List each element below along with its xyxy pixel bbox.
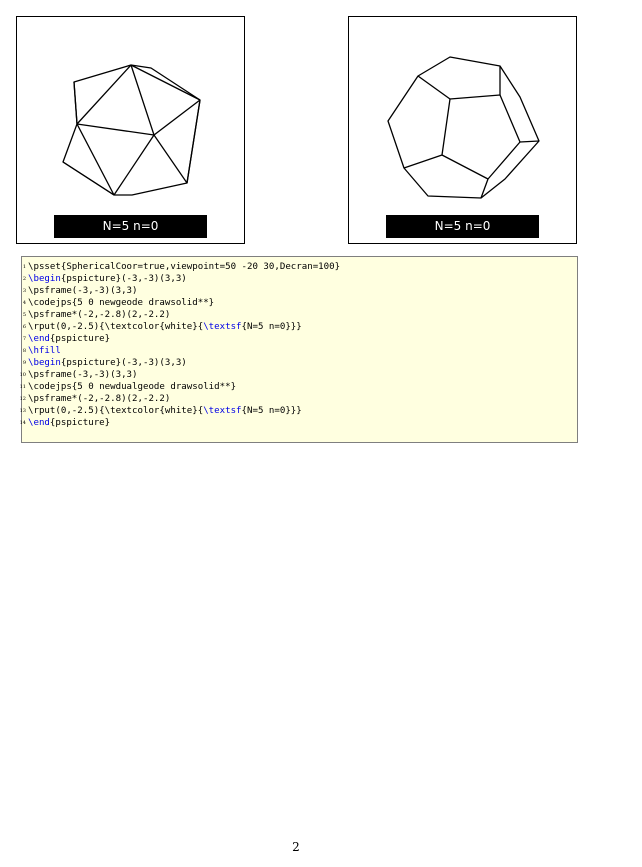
code-text: \psset{SphericalCoor=true,viewpoint=50 -20 30,Decran=100} [28, 262, 341, 272]
code-keyword: \hfill [28, 346, 61, 356]
code-keyword: \begin [28, 274, 61, 284]
edge [404, 155, 442, 168]
edge [63, 162, 114, 195]
line-number: 9 [22, 360, 26, 366]
edge [77, 65, 131, 124]
code-line [19, 393, 577, 405]
code-line [22, 273, 577, 285]
code-keyword: \end [28, 418, 50, 428]
edge [74, 82, 77, 124]
code-line [22, 285, 577, 297]
line-number: 2 [22, 276, 26, 282]
line-number: 6 [22, 324, 26, 330]
dualgeode-drawing [349, 17, 578, 245]
line-number: 1 [22, 264, 26, 270]
line-number: 13 [19, 408, 26, 414]
outline [388, 57, 539, 198]
code-line [22, 261, 577, 273]
code-text: \psframe*(-2,-2.8)(2,-2.2) [28, 394, 171, 404]
line-number: 3 [22, 288, 26, 294]
figure-frame-left [16, 16, 245, 244]
code-listing [21, 256, 578, 443]
code-line [22, 321, 577, 333]
edge [77, 124, 114, 195]
line-number: 14 [19, 420, 26, 426]
code-text: {pspicture} [49, 418, 111, 428]
edge [187, 100, 200, 183]
code-line [19, 369, 577, 381]
edge [114, 135, 154, 195]
line-number: 7 [22, 336, 26, 342]
code-text: \rput(0,-2.5){\textcolor{white}{ [28, 406, 204, 416]
code-text: \codejps{5 0 newgeode drawsolid**} [28, 298, 215, 308]
line-number: 8 [22, 348, 26, 354]
code-text: {pspicture} [49, 334, 111, 344]
code-line [22, 297, 577, 309]
code-keyword: \end [28, 334, 50, 344]
page-number: 2 [292, 840, 300, 854]
figure-label-left: N=5 n=0 [54, 215, 207, 238]
code-line [19, 405, 577, 417]
code-line [22, 357, 577, 369]
code-text: {N=5 n=0}}} [241, 322, 302, 332]
code-text: \psframe*(-2,-2.8)(2,-2.2) [28, 310, 171, 320]
edge [520, 141, 539, 142]
code-line [19, 381, 577, 393]
code-keyword: \textsf [203, 406, 242, 416]
code-line [19, 417, 577, 429]
code-text: \psframe(-3,-3)(3,3) [28, 286, 138, 296]
code-text: \psframe(-3,-3)(3,3) [28, 370, 138, 380]
line-number: 12 [19, 396, 26, 402]
code-keyword: \textsf [203, 322, 242, 332]
edge [154, 135, 187, 183]
geode-drawing [17, 17, 246, 245]
code-text: {pspicture}(-3,-3)(3,3) [60, 358, 187, 368]
code-line [22, 333, 577, 345]
figure-frame-right [348, 16, 577, 244]
edge [418, 76, 450, 99]
line-number: 4 [22, 300, 26, 306]
line-number: 5 [22, 312, 26, 318]
front-face [442, 95, 520, 179]
code-text: \rput(0,-2.5){\textcolor{white}{ [28, 322, 204, 332]
code-line [22, 309, 577, 321]
edge [154, 100, 200, 135]
code-line [22, 345, 577, 357]
code-text: \codejps{5 0 newdualgeode drawsolid**} [28, 382, 237, 392]
figure-label-right: N=5 n=0 [386, 215, 539, 238]
code-text: {N=5 n=0}}} [241, 406, 302, 416]
code-keyword: \begin [28, 358, 61, 368]
edge [77, 124, 154, 135]
line-number: 10 [19, 372, 26, 378]
code-text: {pspicture}(-3,-3)(3,3) [60, 274, 187, 284]
line-number: 11 [19, 384, 26, 390]
